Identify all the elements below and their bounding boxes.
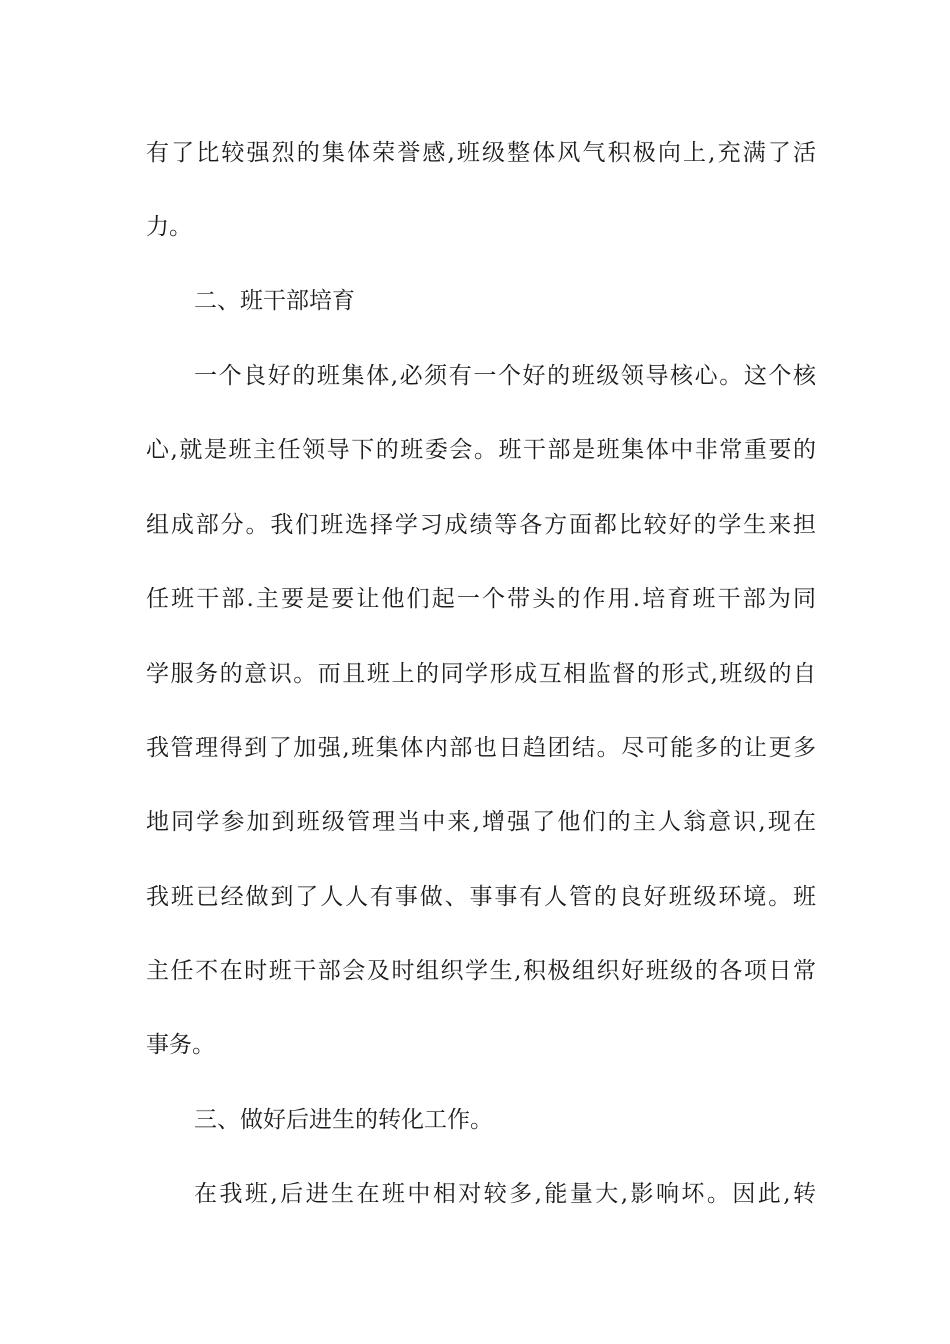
paragraph-2-line-8: 我班已经做到了人人有事做、事事有人管的良好班级环境。班	[146, 884, 816, 910]
paragraph-3-line-1: 在我班,后进生在班中相对较多,能量大,影响坏。因此,转	[194, 1181, 816, 1207]
paragraph-2-line-7: 地同学参加到班级管理当中来,增强了他们的主人翁意识,现在	[146, 809, 816, 835]
paragraph-2-line-4: 任班干部.主要是要让他们起一个带头的作用.培育班干部为同	[146, 586, 816, 612]
paragraph-1-line-1: 有了比较强烈的集体荣誉感,班级整体风气积极向上,充满了活	[146, 140, 816, 166]
section-heading-3: 三、做好后进生的转化工作。	[194, 1107, 493, 1133]
section-heading-2: 二、班干部培育	[194, 288, 355, 314]
paragraph-2-line-5: 学服务的意识。而且班上的同学形成互相监督的形式,班级的自	[146, 661, 816, 687]
paragraph-2-line-2: 心,就是班主任领导下的班委会。班干部是班集体中非常重要的	[146, 437, 816, 463]
paragraph-2-line-6: 我管理得到了加强,班集体内部也日趋团结。尽可能多的让更多	[146, 735, 816, 761]
paragraph-2-line-10: 事务。	[146, 1032, 215, 1058]
paragraph-2-line-9: 主任不在时班干部会及时组织学生,积极组织好班级的各项日常	[146, 958, 816, 984]
paragraph-2-line-3: 组成部分。我们班选择学习成绩等各方面都比较好的学生来担	[146, 512, 816, 538]
paragraph-1-line-2: 力。	[146, 214, 192, 240]
paragraph-2-line-1: 一个良好的班集体,必须有一个好的班级领导核心。这个核	[194, 363, 816, 389]
